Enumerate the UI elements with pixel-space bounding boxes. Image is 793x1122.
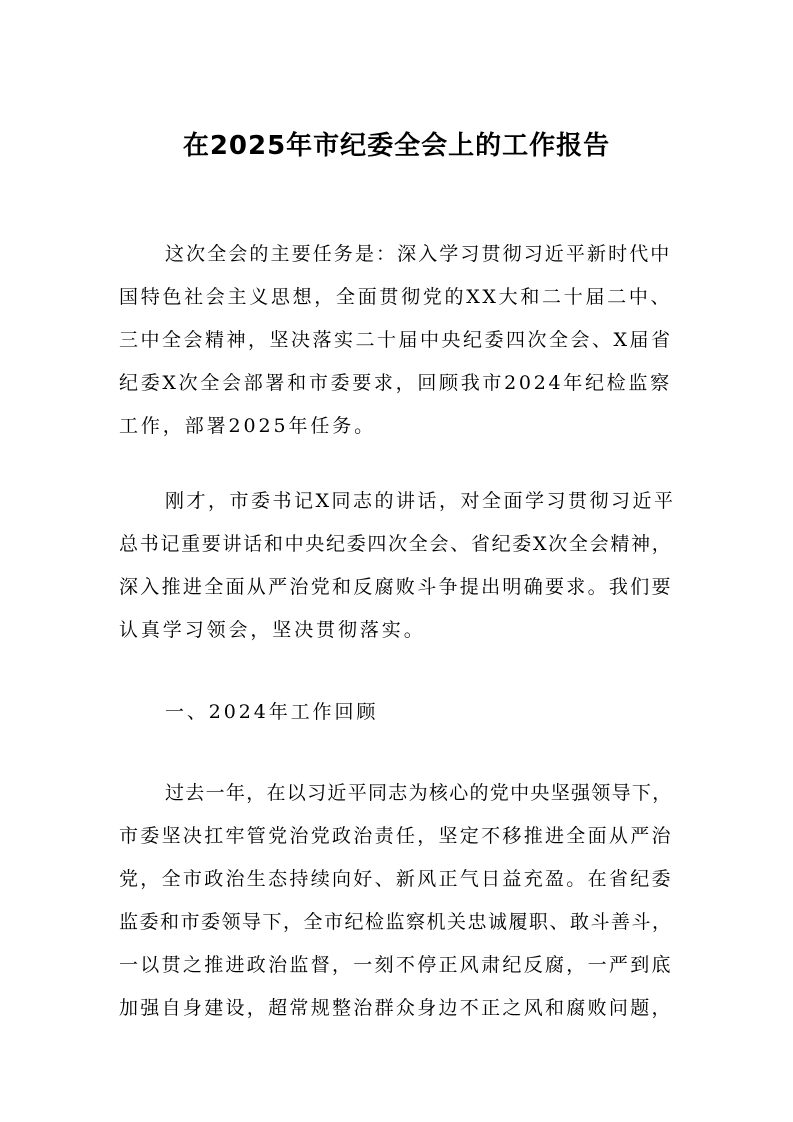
- paragraph-1-line-5: 工作，部署2025年任务。: [119, 415, 377, 437]
- paragraph-1-line-3: 三中全会精神，坚决落实二十届中央纪委四次全会、X届省: [119, 329, 673, 351]
- paragraph-1-line-4: 纪委X次全会部署和市委要求，回顾我市2024年纪检监察: [119, 372, 672, 394]
- paragraph-3-line-1: 过去一年，在以习近平同志为核心的党中央坚强领导下，: [165, 782, 673, 804]
- paragraph-2-line-2: 总书记重要讲话和中央纪委四次全会、省纪委X次全会精神，: [119, 533, 673, 555]
- paragraph-3-line-3: 党，全市政治生态持续向好、新风正气日益充盈。在省纪委: [119, 868, 673, 890]
- paragraph-1-line-2: 国特色社会主义思想，全面贯彻党的XX大和二十届二中、: [119, 286, 673, 308]
- document-title: 在2025年市纪委全会上的工作报告: [182, 131, 611, 161]
- paragraph-3-line-2: 市委坚决扛牢管党治党政治责任，坚定不移推进全面从严治: [119, 825, 673, 847]
- paragraph-2-line-3: 深入推进全面从严治党和反腐败斗争提出明确要求。我们要: [119, 576, 673, 598]
- section-heading: 一、2024年工作回顾: [165, 701, 379, 723]
- paragraph-3-line-4: 监委和市委领导下，全市纪检监察机关忠诚履职、敢斗善斗，: [119, 911, 673, 933]
- paragraph-2-line-4: 认真学习领会，坚决贯彻落实。: [119, 619, 426, 641]
- paragraph-2-line-1: 刚才，市委书记X同志的讲话，对全面学习贯彻习近平: [165, 490, 676, 512]
- paragraph-3-line-5: 一以贯之推进政治监督，一刻不停正风肃纪反腐，一严到底: [119, 954, 673, 976]
- paragraph-3-line-6: 加强自身建设，超常规整治群众身边不正之风和腐败问题，: [119, 997, 673, 1019]
- paragraph-1-line-1: 这次全会的主要任务是：深入学习贯彻习近平新时代中: [165, 243, 672, 265]
